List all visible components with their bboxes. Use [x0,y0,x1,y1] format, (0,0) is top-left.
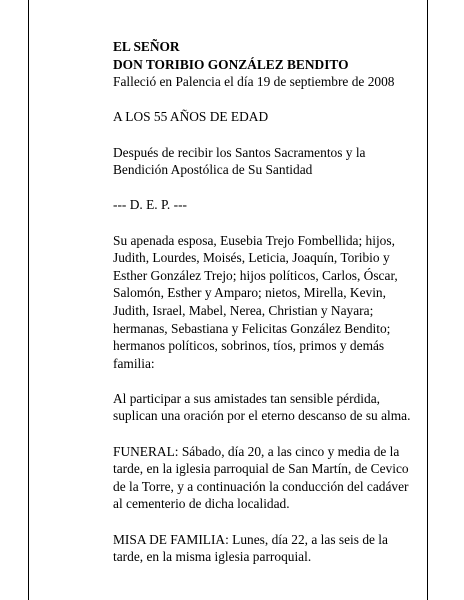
mass-paragraph [113,531,423,566]
funeral-line: tarde, en la iglesia parroquial de San Martín, de Cevico [113,461,409,477]
funeral-paragraph [113,443,423,513]
mass-line: MISA DE FAMILIA: Lunes, día 22, a las seis de la [113,531,388,547]
family-paragraph [113,232,423,373]
deceased-name: DON TORIBIO GONZÁLEZ BENDITO [113,56,349,72]
family-line: Su apenada esposa, Eusebia Trejo Fombellida; hijos, [113,232,395,248]
sacraments-line: Después de recibir los Santos Sacramentos y la [113,144,366,160]
family-line: hermanos políticos, sobrinos, tíos, primos y demás [113,338,385,354]
obituary-text [113,38,423,566]
family-line: Esther González Trejo; hijos políticos, Carlos, Óscar, [113,267,398,283]
family-line: familia: [113,355,155,371]
age-line: A LOS 55 AÑOS DE EDAD [113,109,269,125]
funeral-line: al cementerio de dicha localidad. [113,496,290,512]
funeral-line: FUNERAL: Sábado, día 20, a las cinco y media de la [113,443,400,459]
sacraments-line: Bendición Apostólica de Su Santidad [113,162,313,178]
rip-line: --- D. E. P. --- [113,197,188,213]
request-line: Al participar a sus amistades tan sensible pérdida, [113,390,380,406]
mass-line: tarde, en la misma iglesia parroquial. [113,549,312,565]
family-line: Judith, Israel, Mabel, Nerea, Christian y Nayara; [113,302,374,318]
request-line: suplican una oración por el eterno descanso de su alma. [113,408,411,424]
request-paragraph [113,390,423,425]
sacraments-paragraph [113,144,423,179]
family-line: hermanas, Sebastiana y Felicitas González Bendito; [113,320,391,336]
funeral-line: de la Torre, y a continuación la conducción del cadáver [113,478,409,494]
family-line: Judith, Lourdes, Moisés, Leticia, Joaquín, Toribio y [113,250,390,266]
family-line: Salomón, Esther y Amparo; nietos, Mirella, Kevin, [113,285,386,301]
deceased-title: EL SEÑOR [113,39,180,54]
death-notice: Falleció en Palencia el día 19 de septiembre de 2008 [113,74,395,90]
